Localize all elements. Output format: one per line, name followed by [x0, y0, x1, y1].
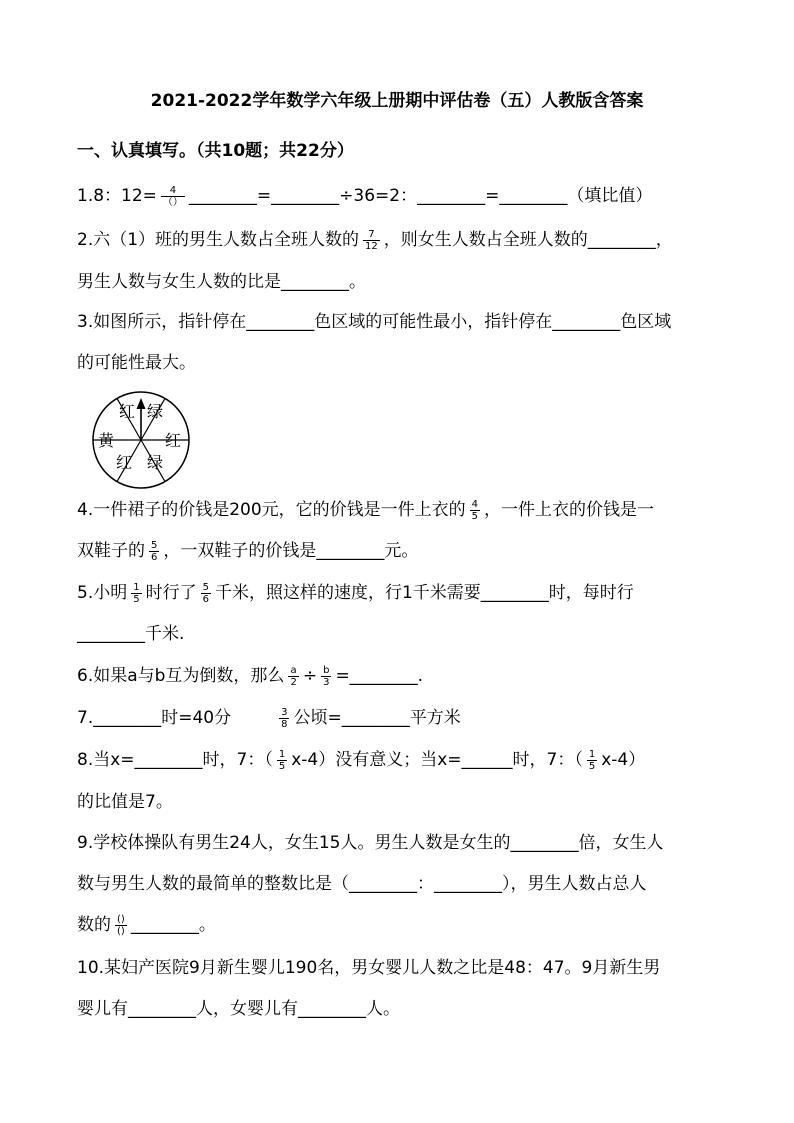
q6-fraction-denominator: 2	[290, 676, 297, 688]
q4-fraction-1	[470, 499, 480, 522]
q1-fraction-numerator: 4	[169, 184, 177, 196]
q6-fraction-2	[321, 665, 331, 688]
q9-fraction	[115, 914, 127, 937]
q9-fraction-numerator: ()	[117, 913, 125, 925]
question-1	[77, 184, 652, 208]
spinner-sector-label: 绿	[147, 453, 164, 472]
q8-fraction-1	[277, 749, 287, 772]
q2-fraction-numerator: 7	[368, 228, 375, 240]
question-3-line2: 的可能性最大。	[77, 353, 196, 373]
q8-fraction-2	[587, 749, 597, 772]
q2-text-b: ，则女生人数占全班人数的________，	[383, 230, 673, 250]
q5-text-a: 5.小明	[77, 583, 128, 603]
q1-fraction-denominator: （）	[162, 196, 183, 208]
q5-fraction-1	[131, 582, 141, 605]
q2-fraction	[363, 229, 380, 252]
q5-fraction-denominator: 6	[202, 593, 209, 605]
question-10-line2: 婴儿有________人，女婴儿有________人。	[77, 999, 400, 1019]
q5-text-c: 千米，照这样的速度，行1千米需要________时，每时行	[214, 583, 634, 603]
q5-fraction-2	[201, 582, 211, 605]
spinner-figure	[91, 390, 191, 490]
q4-fraction-numerator: 4	[471, 498, 479, 510]
q5-text-b: 时行了	[145, 583, 197, 603]
q9-fraction-denominator: ()	[117, 925, 125, 937]
question-4	[77, 498, 654, 522]
q6-fraction-numerator: b	[323, 664, 330, 676]
question-10: 10.某妇产医院9月新生婴儿190名，男女婴儿人数之比是48：47。9月新生男	[77, 958, 661, 978]
q4-fraction-2	[149, 540, 159, 563]
q8-fraction-numerator: 1	[588, 748, 596, 760]
question-8-line2: 的比值是7。	[77, 792, 173, 812]
q8-text-c: x-4）	[601, 750, 646, 770]
q7-fraction-numerator: 3	[281, 706, 288, 718]
spinner-sector-label: 黄	[98, 431, 115, 450]
q6-fraction-1	[288, 665, 298, 688]
q6-fraction-numerator: a	[290, 664, 297, 676]
question-9-line2: 数与男生人数的最简单的整数比是（________：________），男生人数占总人	[77, 874, 647, 894]
q7-fraction	[279, 707, 289, 730]
q4-text-c: 双鞋子的	[77, 541, 145, 561]
question-2-line2: 男生人数与女生人数的比是________。	[77, 272, 366, 292]
q8-fraction-denominator: 5	[588, 760, 596, 772]
q2-fraction-denominator: 12	[365, 240, 378, 252]
question-4-line2	[77, 539, 418, 563]
question-5-line2: ________千米.	[77, 624, 185, 644]
q8-text-a: 8.当x=________时，7：（	[77, 750, 273, 770]
q1-fraction	[161, 185, 185, 208]
q5-fraction-denominator: 5	[133, 593, 140, 605]
spinner-sector-label: 红	[119, 402, 136, 421]
page-title: 2021-2022学年数学六年级上册期中评估卷（五）人教版含答案	[150, 91, 644, 111]
question-9: 9.学校体操队有男生24人，女生15人。男生人数是女生的________倍，女生人	[77, 833, 664, 853]
q4-text-a: 4.一件裙子的价钱是200元，它的价钱是一件上衣的	[77, 500, 466, 520]
q6-text-a: 6.如果a与b互为倒数，那么	[77, 666, 285, 686]
q9-text-b: ________。	[130, 915, 216, 935]
q4-fraction-numerator: 5	[151, 539, 158, 551]
q4-text-d: ，一双鞋子的价钱是________元。	[163, 541, 419, 561]
question-6	[77, 664, 423, 688]
spinner-sector-label: 红	[116, 453, 133, 472]
q7-text-b: 公顷=________平方米	[293, 708, 461, 728]
question-7	[77, 706, 461, 730]
q6-text-c: =________.	[335, 666, 424, 686]
question-3: 3.如图所示，指针停在________色区域的可能性最小，指针停在________色区域	[77, 312, 672, 332]
question-5	[77, 581, 634, 605]
section-heading: 一、认真填写。（共10题；共22分）	[77, 141, 354, 161]
q4-fraction-denominator: 5	[471, 510, 479, 522]
q8-fraction-numerator: 1	[278, 748, 286, 760]
q2-text-a: 2.六（1）班的男生人数占全班人数的	[77, 230, 360, 250]
q9-text-a: 数的	[77, 915, 111, 935]
q1-text-a: 1.8：12=	[77, 186, 157, 206]
q5-fraction-numerator: 1	[133, 581, 140, 593]
q7-fraction-denominator: 8	[281, 718, 288, 730]
q1-text-b: ________=________÷36=2：________=________（填比值）	[188, 186, 653, 206]
q6-divide-sign: ÷	[302, 666, 318, 686]
q4-fraction-denominator: 6	[151, 551, 158, 563]
question-8	[77, 748, 645, 772]
spinner-sector-label: 红	[165, 431, 182, 450]
q7-text-a: 7.________时=40分	[77, 708, 232, 728]
q6-fraction-denominator: 3	[323, 676, 330, 688]
spinner-sector-label: 绿	[147, 402, 164, 421]
q4-text-b: ，一件上衣的价钱是一	[484, 500, 655, 520]
q5-fraction-numerator: 5	[202, 581, 209, 593]
question-2	[77, 228, 673, 252]
q8-text-b: x-4）没有意义；当x=______时，7：（	[291, 750, 583, 770]
question-9-line3	[77, 913, 216, 937]
q8-fraction-denominator: 5	[278, 760, 286, 772]
